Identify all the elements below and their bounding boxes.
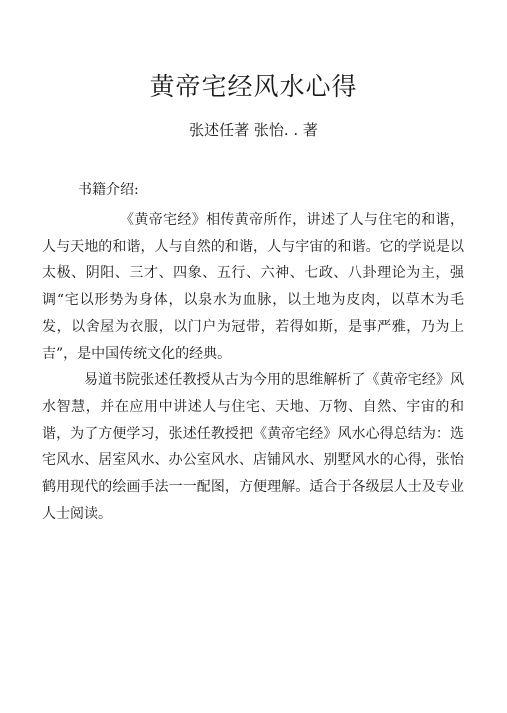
paragraph: 《黄帝宅经》相传黄帝所作，讲述了人与住宅的和谐，人与天地的和谐，人与自然的和谐，人与宇宙的和谐。它的学说是以太极、阴阳、三才、四象、五行、六神、七政、八卦理论为主，强调“宅以形势为身体，以泉水为血脉，以土地为皮肉，以草木为毛发，以舍屋为衣服，以门户为冠带，若得如斯，是事严雅，乃为上吉”，是中国传统文化的经典。 [42, 212, 464, 362]
author-line: 张述任著 张怡. . 著 [189, 121, 318, 139]
document-title: 黄帝宅经风水心得 [149, 72, 358, 101]
paragraph: 易道书院张述任教授从古为今用的思维解析了《黄帝宅经》风水智慧，并在应用中讲述人与住宅、天地、万物、自然、宇宙的和谐，为了方便学习，张述任教授把《黄帝宅经》风水心得总结为：选宅风水、居室风水、办公室风水、店铺风水、别墅风水的心得，张怡鹤用现代的绘画手法一一配图，方便理解。适合于各级层人士及专业人士阅读。 [42, 372, 464, 522]
section-label: 书籍介绍: [78, 182, 139, 198]
body-text [42, 207, 464, 527]
